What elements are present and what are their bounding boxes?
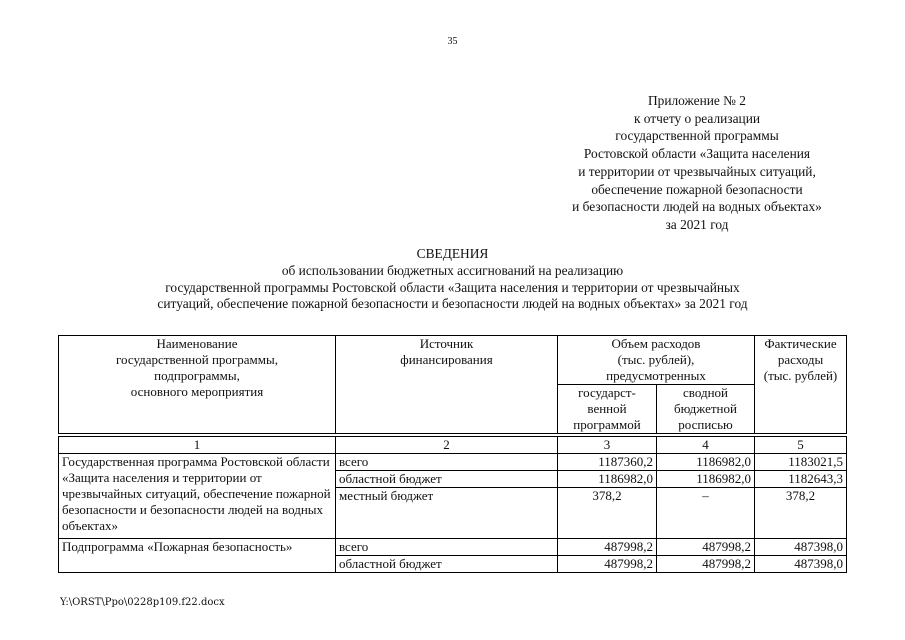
source-cell: всего	[336, 539, 558, 556]
header-text: расходы	[777, 352, 824, 367]
actual-value: 378,2	[755, 488, 847, 539]
program-value: 487998,2	[558, 539, 657, 556]
header-row	[59, 336, 847, 385]
appendix-line: обеспечение пожарной безопасности	[591, 181, 803, 197]
appendix-block	[532, 92, 862, 234]
appendix-line: государственной программы	[615, 128, 779, 144]
budget-value: 1186982,0	[657, 471, 755, 488]
budget-value: –	[657, 488, 755, 539]
table-row	[59, 539, 847, 556]
column-number: 5	[755, 437, 847, 454]
subprogram-name: Подпрограмма «Пожарная безопасность»	[59, 539, 336, 573]
column-number: 1	[59, 437, 336, 454]
header-text: Наименование	[156, 336, 238, 351]
appendix-line: и территории от чрезвычайных ситуаций,	[578, 163, 816, 179]
header-text: подпрограммы,	[154, 368, 240, 383]
column-number: 4	[657, 437, 755, 454]
source-cell: областной бюджет	[336, 471, 558, 488]
header-budget	[657, 385, 755, 434]
header-text: государственной программы,	[116, 352, 278, 367]
actual-value: 487398,0	[755, 556, 847, 573]
file-path-footer: Y:\ORST\Ppo\0228p109.f22.docx	[60, 597, 225, 608]
document-heading	[0, 246, 905, 313]
header-text: Фактические	[764, 336, 837, 351]
heading-line: государственной программы Ростовской области «Защита населения и территории от чрезвычайных	[165, 279, 740, 295]
source-cell: местный бюджет	[336, 488, 558, 539]
header-text: финансирования	[400, 352, 493, 367]
heading-line: об использовании бюджетных ассигнований на реализацию	[281, 262, 624, 278]
program-value: 378,2	[558, 488, 657, 539]
column-number: 2	[336, 437, 558, 454]
header-text: росписью	[678, 417, 733, 432]
actual-value: 1182643,3	[755, 471, 847, 488]
heading-line: ситуаций, обеспечение пожарной безопасности и безопасности людей на водных объектах» за 2021 год	[157, 296, 748, 312]
header-text: венной	[587, 401, 627, 416]
appendix-line: Ростовской области «Защита населения	[583, 146, 811, 162]
program-value: 487998,2	[558, 556, 657, 573]
header-text: Объем расходов	[611, 336, 701, 351]
table-row	[59, 454, 847, 471]
header-text: (тыс. рублей)	[763, 368, 838, 383]
header-text: основного мероприятия	[130, 384, 264, 399]
appendix-line: и безопасности людей на водных объектах»	[572, 199, 822, 215]
header-actual	[755, 336, 847, 434]
header-text: (тыс. рублей),	[617, 352, 695, 367]
program-value: 1187360,2	[558, 454, 657, 471]
appendix-line: за 2021 год	[665, 216, 729, 232]
source-cell: областной бюджет	[336, 556, 558, 573]
budget-value: 1186982,0	[657, 454, 755, 471]
program-name: Государственная программа Ростовской области «Защита населения и территории от чрезвычайных ситуаций, обеспечение пожарной безопасности и безопасности людей на водных объектах»	[59, 454, 336, 539]
actual-value: 1183021,5	[755, 454, 847, 471]
program-value: 1186982,0	[558, 471, 657, 488]
budget-value: 487998,2	[657, 556, 755, 573]
header-text: Источник	[419, 336, 474, 351]
header-volume	[558, 336, 755, 385]
header-name	[59, 336, 336, 434]
header-text: сводной	[683, 385, 728, 400]
header-program	[558, 385, 657, 434]
heading-title: СВЕДЕНИЯ	[416, 246, 489, 261]
appendix-line: Приложение № 2	[647, 93, 747, 108]
header-text: программой	[573, 417, 641, 432]
source-cell: всего	[336, 454, 558, 471]
budget-table	[58, 335, 847, 573]
budget-value: 487998,2	[657, 539, 755, 556]
column-number: 3	[558, 437, 657, 454]
actual-value: 487398,0	[755, 539, 847, 556]
header-text: предусмотренных	[606, 368, 706, 383]
column-number-row	[59, 437, 847, 454]
header-source	[336, 336, 558, 434]
header-text: государст-	[578, 385, 636, 400]
appendix-line: к отчету о реализации	[633, 110, 761, 126]
page-number: 35	[447, 36, 458, 47]
header-text: бюджетной	[674, 401, 737, 416]
